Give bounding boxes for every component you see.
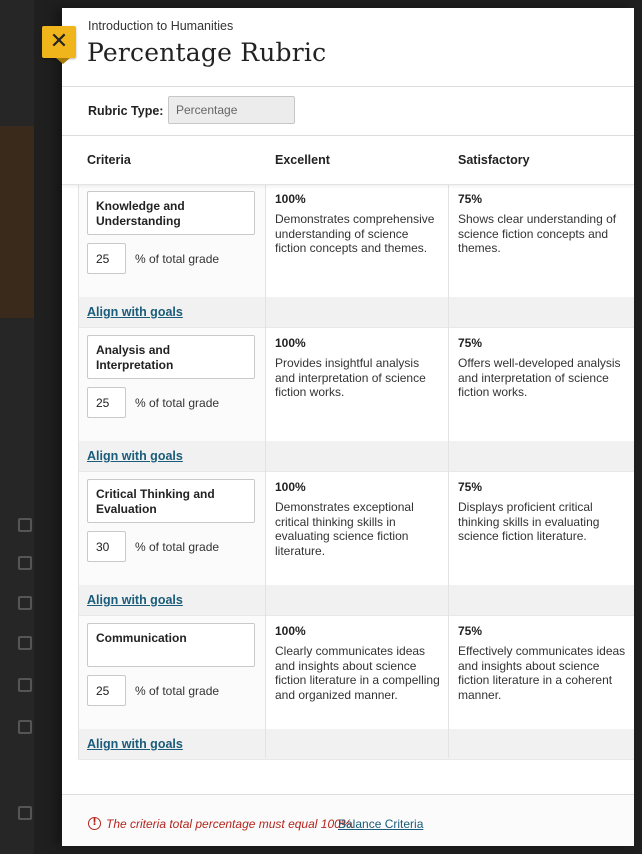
satisfactory-percent: 75% <box>458 336 483 350</box>
criterion-name-field[interactable]: Critical Thinking and Evaluation <box>87 479 255 523</box>
rubric-table-header <box>62 135 634 185</box>
criterion-name-field[interactable]: Knowledge and Understanding <box>87 191 255 235</box>
criterion-weight-input[interactable] <box>87 243 126 274</box>
excellent-description: Demonstrates comprehensive understanding of science fiction concepts and themes. <box>275 212 435 256</box>
column-divider <box>78 135 79 758</box>
excellent-percent: 100% <box>275 480 306 494</box>
close-icon: ✕ <box>49 29 69 54</box>
background-icon <box>18 518 32 532</box>
warning-icon: ! <box>88 817 101 830</box>
criterion-cell <box>78 184 265 297</box>
align-with-goals-link[interactable]: Align with goals <box>87 305 183 319</box>
criterion-row <box>78 472 634 616</box>
rubric-type-label: Rubric Type: <box>88 104 164 118</box>
column-divider <box>448 135 449 758</box>
background-icon <box>18 806 32 820</box>
satisfactory-cell[interactable] <box>449 184 634 297</box>
header-satisfactory: Satisfactory <box>458 153 530 167</box>
column-divider <box>265 135 266 758</box>
excellent-cell[interactable] <box>266 616 448 729</box>
satisfactory-percent: 75% <box>458 624 483 638</box>
background-icon <box>18 678 32 692</box>
satisfactory-cell[interactable] <box>449 616 634 729</box>
background-icon <box>18 720 32 734</box>
satisfactory-percent: 75% <box>458 480 483 494</box>
weight-suffix-label: % of total grade <box>135 252 220 266</box>
satisfactory-description: Offers well-developed analysis and interpretation of science fiction works. <box>458 356 621 400</box>
rubric-panel <box>62 8 634 846</box>
criterion-cell <box>78 472 265 585</box>
weight-suffix-label: % of total grade <box>135 396 220 410</box>
panel-footer <box>62 794 634 846</box>
close-button[interactable] <box>42 26 76 58</box>
excellent-description: Demonstrates exceptional critical thinking skills in evaluating science fiction literature. <box>275 500 414 558</box>
criterion-row <box>78 616 634 760</box>
criterion-name-field[interactable]: Analysis and Interpretation <box>87 335 255 379</box>
criterion-cell <box>78 616 265 729</box>
panel-header <box>62 8 634 87</box>
excellent-cell[interactable] <box>266 184 448 297</box>
criterion-weight-input[interactable] <box>87 531 126 562</box>
background-icon <box>18 556 32 570</box>
background-icon <box>18 636 32 650</box>
criterion-weight-input[interactable] <box>87 387 126 418</box>
criterion-name-field[interactable]: Communication <box>87 623 255 667</box>
background-banner-image <box>0 126 34 318</box>
align-with-goals-link[interactable]: Align with goals <box>87 737 183 751</box>
satisfactory-description: Shows clear understanding of science fiction concepts and themes. <box>458 212 617 256</box>
background-icon <box>18 596 32 610</box>
rubric-type-select[interactable] <box>168 96 295 124</box>
header-criteria: Criteria <box>87 153 131 167</box>
excellent-percent: 100% <box>275 192 306 206</box>
satisfactory-description: Effectively communicates ideas and insights about science fiction literature in a coherent manner. <box>458 644 626 702</box>
excellent-percent: 100% <box>275 336 306 350</box>
excellent-cell[interactable] <box>266 472 448 585</box>
excellent-description: Provides insightful analysis and interpretation of science fiction works. <box>275 356 426 400</box>
excellent-cell[interactable] <box>266 328 448 441</box>
balance-criteria-link[interactable]: Balance Criteria <box>338 817 424 831</box>
align-with-goals-link[interactable]: Align with goals <box>87 593 183 607</box>
satisfactory-description: Displays proficient critical thinking skills in evaluating science fiction literature. <box>458 500 600 544</box>
header-excellent: Excellent <box>275 153 330 167</box>
warning-message: The criteria total percentage must equal 100%. <box>106 817 355 831</box>
excellent-percent: 100% <box>275 624 306 638</box>
rubric-type-row <box>62 88 634 134</box>
criterion-row <box>78 184 634 328</box>
page-title: Percentage Rubric <box>87 38 327 67</box>
course-name: Introduction to Humanities <box>88 19 234 33</box>
weight-suffix-label: % of total grade <box>135 540 220 554</box>
criterion-row <box>78 328 634 472</box>
satisfactory-cell[interactable] <box>449 472 634 585</box>
excellent-description: Clearly communicates ideas and insights about science fiction literature in a compelling and organized manner. <box>275 644 440 702</box>
criterion-weight-input[interactable] <box>87 675 126 706</box>
weight-suffix-label: % of total grade <box>135 684 220 698</box>
criterion-cell <box>78 328 265 441</box>
satisfactory-cell[interactable] <box>449 328 634 441</box>
satisfactory-percent: 75% <box>458 192 483 206</box>
align-with-goals-link[interactable]: Align with goals <box>87 449 183 463</box>
